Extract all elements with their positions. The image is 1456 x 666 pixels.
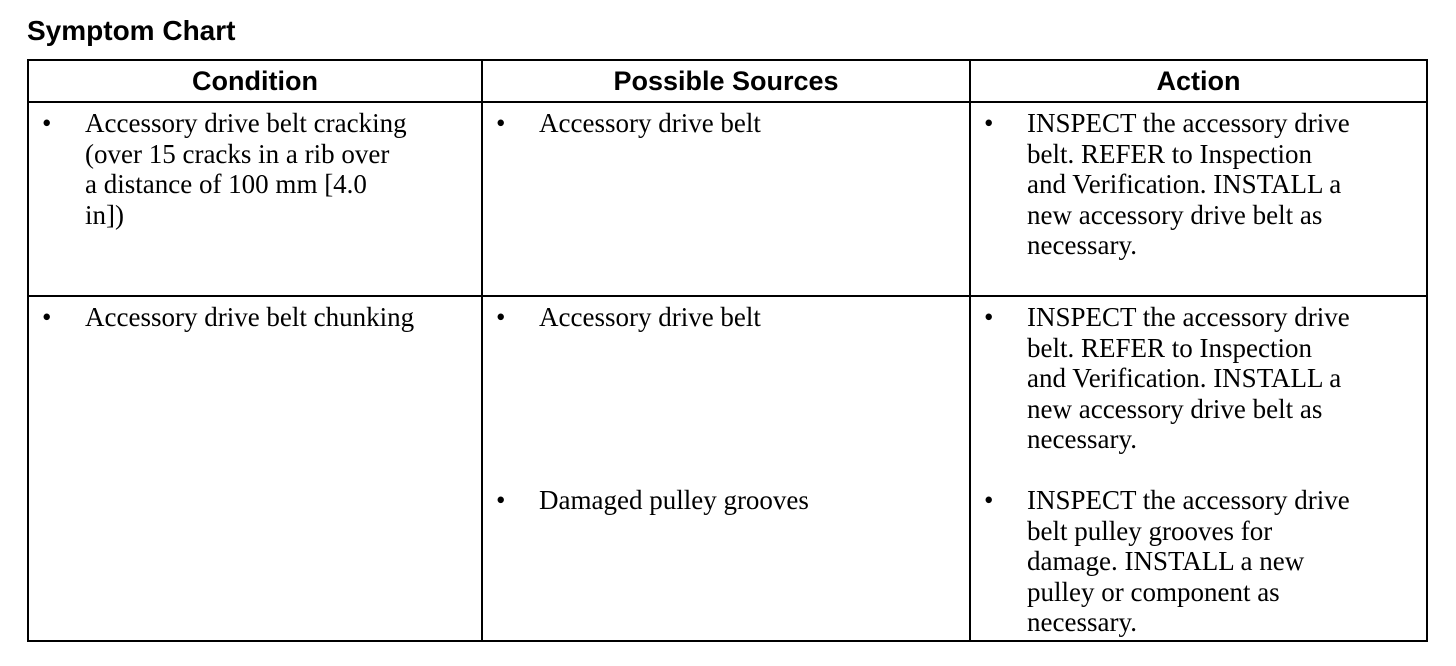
row-divider [29,295,1426,297]
bullet: • [42,108,52,138]
source-text: Damaged pulley grooves [539,485,809,515]
bullet: • [496,108,506,138]
bullet: • [984,302,994,332]
bullet: • [496,302,506,332]
action-text: INSPECT the accessory drive belt. REFER to Inspection and Verification. INSTALL a new accessory drive belt as necessary. [1027,108,1350,260]
action-text: INSPECT the accessory drive belt. REFER to Inspection and Verification. INSTALL a new accessory drive belt as necessary. [1027,302,1350,454]
condition-text: Accessory drive belt cracking (over 15 cracks in a rib over a distance of 100 mm [4.0 in]) [85,108,407,230]
page-title: Symptom Chart [27,15,236,46]
column-divider [481,61,483,640]
bullet: • [496,485,506,515]
column-divider [969,61,971,640]
header-condition: Condition [192,66,318,96]
symptom-chart-table [27,59,1428,642]
header-divider [29,101,1426,103]
bullet: • [42,302,52,332]
source-text: Accessory drive belt [539,108,761,138]
header-possible-sources: Possible Sources [613,66,839,96]
bullet: • [984,108,994,138]
condition-text: Accessory drive belt chunking [85,302,415,332]
action-text: INSPECT the accessory drive belt pulley grooves for damage. INSTALL a new pulley or component as necessary. [1027,485,1350,637]
bullet: • [984,485,994,515]
source-text: Accessory drive belt [539,302,761,332]
header-action: Action [1156,66,1241,96]
